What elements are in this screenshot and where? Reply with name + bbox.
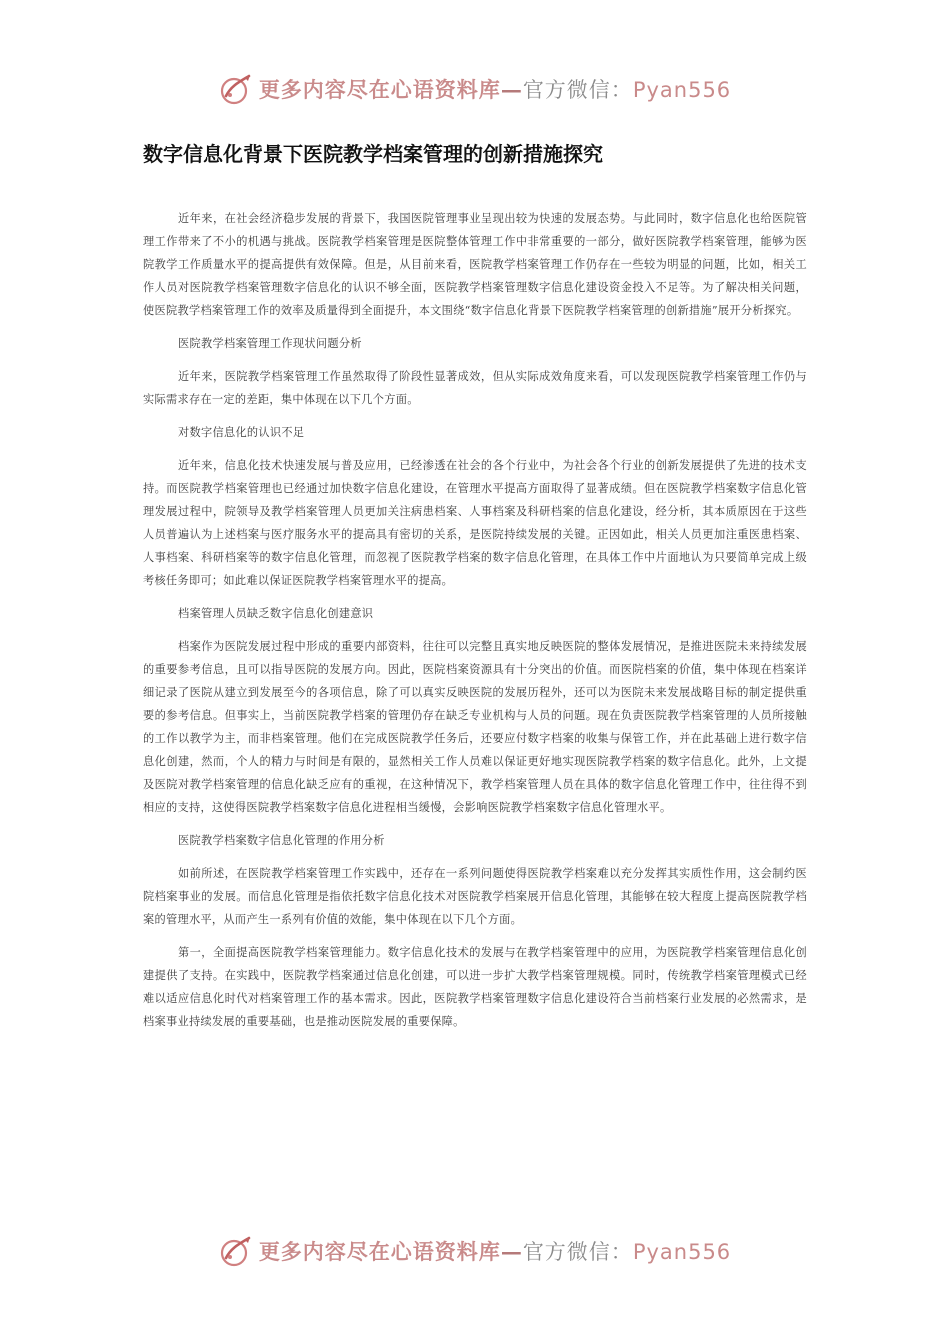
paragraph: 如前所述，在医院教学档案管理工作实践中，还存在一系列问题使得医院教学档案难以充分发挥其实质性作用，这会制约医院档案事业的发展。而信息化管理是指依托数字信息化技术对医院教学档案展开信息化管理，其能够在较大程度上提高医院教学档案的管理水平，从而产生一系列有价值的效能，集中体现在以下几个方面。 [143, 867, 807, 926]
paragraph: 近年来，在社会经济稳步发展的背景下，我国医院管理事业呈现出较为快速的发展态势。与此同时，数字信息化也给医院管理工作带来了不小的机遇与挑战。医院教学档案管理是医院整体管理工作中非常重要的一部分，做好医院教学档案管理，能够为医院教学工作质量水平的提高提供有效保障。但是，从目前来看，医院教学档案管理工作仍存在一些较为明显的问题，比如，相关工作人员对医院教学档案管理数字信息化的认识不够全面，医院教学档案管理数字信息化建设资金投入不足等。为了解决相关问题，使医院教学档案管理工作的效率及质量得到全面提升，本文围绕“数字信息化背景下医院教学档案管理的创新措施”展开分析探究。 [143, 212, 807, 317]
paragraph: 近年来，信息化技术快速发展与普及应用，已经渗透在社会的各个行业中，为社会各个行业的创新发展提供了先进的技术支持。而医院教学档案管理也已经通过加快数字信息化建设，在管理水平提高方面取得了显著成绩。但在医院教学档案数字信息化管理发展过程中，院领导及教学档案管理人员更加关注病患档案、人事档案及科研档案的信息化建设，经分析，其本质原因在于这些人员普遍认为上述档案与医疗服务水平的提高具有密切的关系，是医院持续发展的关键。正因如此，相关人员更加注重医患档案、人事档案、科研档案等的数字信息化管理，而忽视了医院教学档案的数字信息化管理，在具体工作中片面地认为只要简单完成上级考核任务即可；如此难以保证医院教学档案管理水平的提高。 [143, 459, 807, 587]
footer-watermark-banner [0, 1234, 950, 1268]
paragraph: 档案作为医院发展过程中形成的重要内部资料，往往可以完整且真实地反映医院的整体发展情况，是推进医院未来持续发展的重要参考信息，且可以指导医院的发展方向。因此，医院档案资源具有十分突出的价值。而医院档案的价值，集中体现在档案详细记录了医院从建立到发展至今的各项信息，除了可以真实反映医院的发展历程外，还可以为医院未来发展战略目标的制定提供重要的参考信息。但事实上，当前医院教学档案的管理仍存在缺乏专业机构与人员的问题。现在负责医院教学档案管理的人员所接触的工作以教学为主，而非档案管理。他们在完成医院教学任务后，还要应付数字档案的收集与保管工作，并在此基础上进行数字信息化创建，然而，个人的精力与时间是有限的，显然相关工作人员难以保证更好地实现医院教学档案的数字信息化。此外，上文提及医院对教学档案管理的信息化缺乏应有的重视，在这种情况下，教学档案管理人员在具体的数字信息化管理工作中，往往得不到相应的支持，这使得医院教学档案数字信息化进程相当缓慢，会影响医院教学档案数字信息化管理水平。 [143, 640, 807, 814]
paragraph: 第一，全面提高医院教学档案管理能力。数字信息化技术的发展与在教学档案管理中的应用，为医院教学档案管理信息化创建提供了支持。在实践中，医院教学档案通过信息化创建，可以进一步扩大教学档案管理规模。同时，传统教学档案管理模式已经难以适应信息化时代对档案管理工作的基本需求。因此，医院教学档案管理数字信息化建设符合当前档案行业发展的必然需求，是档案事业持续发展的重要基础，也是推动医院发展的重要保障。 [143, 946, 807, 1028]
pen-logo-icon [219, 72, 253, 106]
banner-text: 更多内容尽在心语资料库—官方微信：Pyan556 [258, 77, 732, 102]
paragraph: 近年来，医院教学档案管理工作虽然取得了阶段性显著成效，但从实际成效角度来看，可以发现医院教学档案管理工作仍与实际需求存在一定的差距，集中体现在以下几个方面。 [143, 370, 807, 406]
section-heading: 医院教学档案数字信息化管理的作用分析 [178, 834, 385, 847]
document-title: 数字信息化背景下医院教学档案管理的创新措施探究 [143, 142, 603, 166]
section-heading: 档案管理人员缺乏数字信息化创建意识 [178, 607, 374, 620]
section-heading: 医院教学档案管理工作现状问题分析 [178, 337, 362, 350]
document-body [143, 207, 807, 1033]
pen-logo-icon [219, 1234, 253, 1268]
header-watermark-banner [0, 72, 950, 106]
banner-text: 更多内容尽在心语资料库—官方微信：Pyan556 [258, 1239, 732, 1264]
section-heading: 对数字信息化的认识不足 [178, 426, 305, 439]
